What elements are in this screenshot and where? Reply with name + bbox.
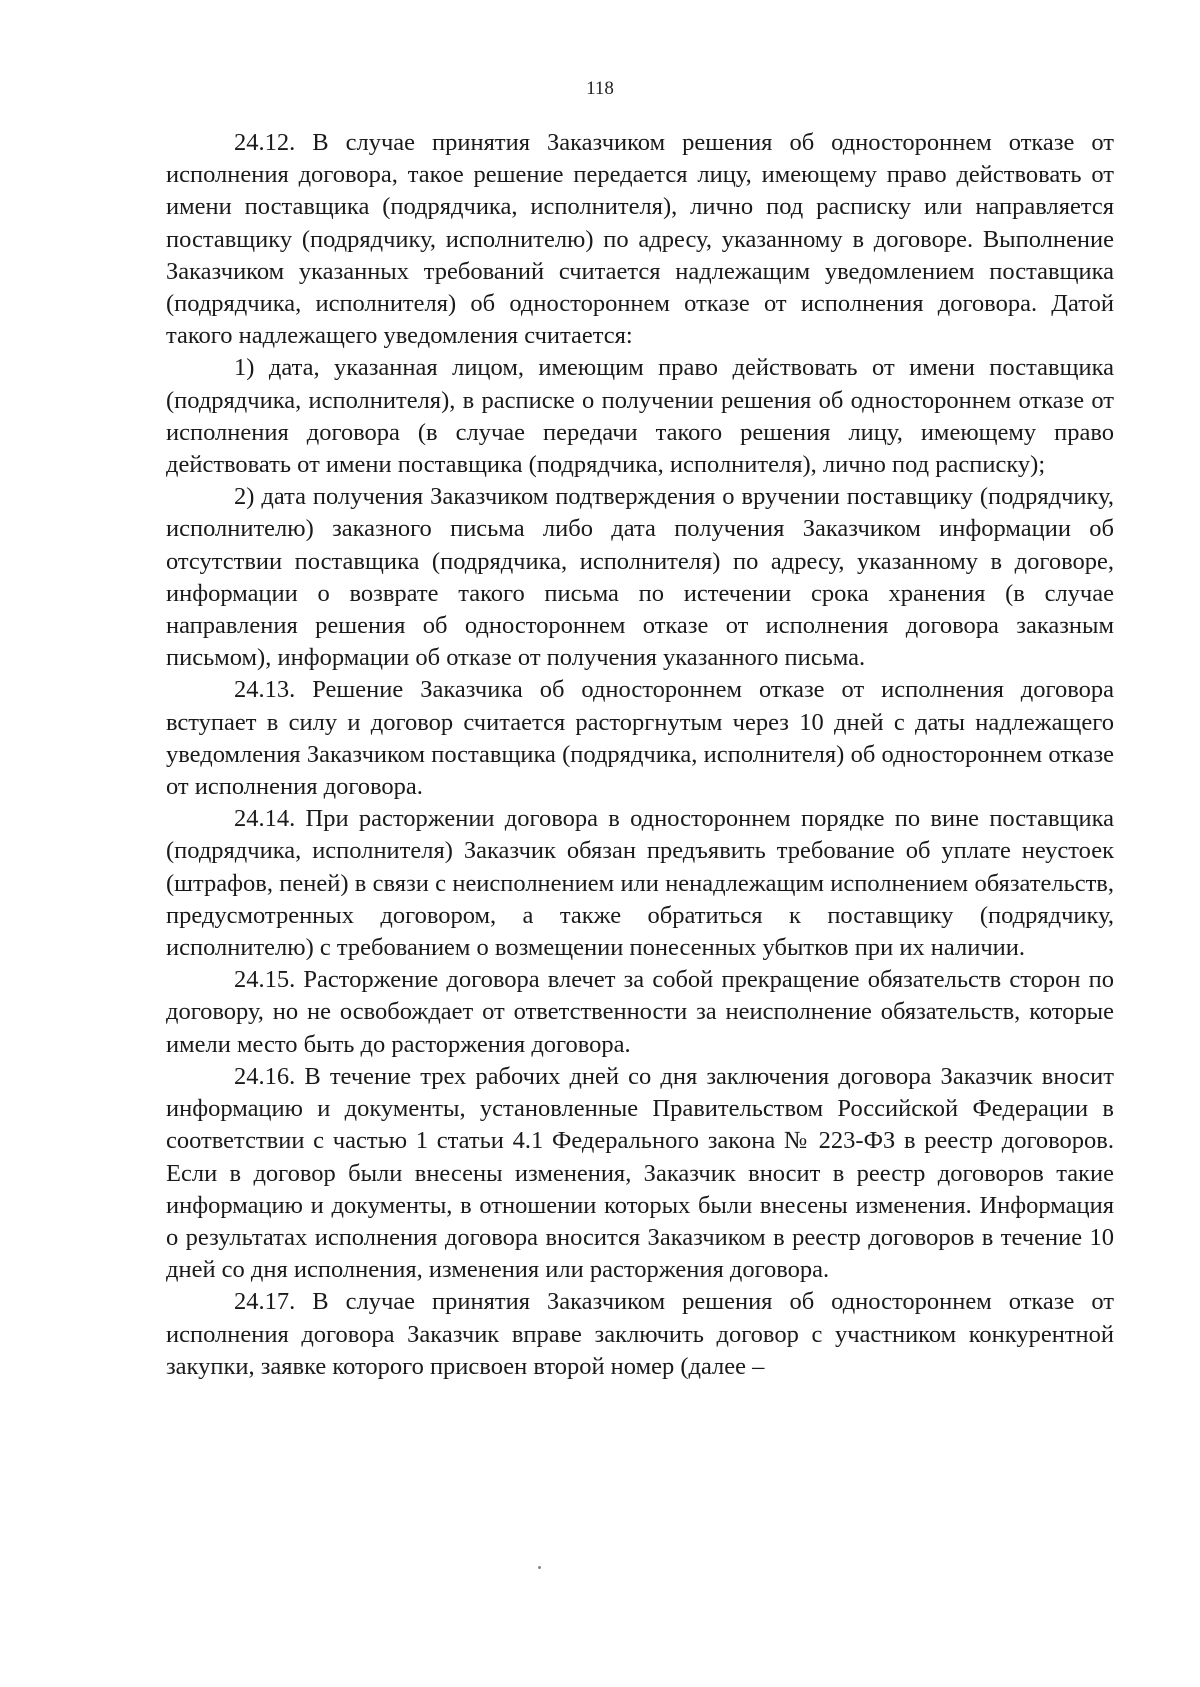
paragraph-24-12: 24.12. В случае принятия Заказчиком решения об одностороннем отказе от исполнения договора, такое решение передается лицу, имеющему право действовать от имени поставщика (подрядчика, исполнителя), лично под расписку или направляется поставщику (подрядчику, исполнителю) по адресу, указанному в договоре. Выполнение Заказчиком указанных требований считается надлежащим уведомлением поставщика (подрядчика, исполнителя) об одностороннем отказе от исполнения договора. Датой такого надлежащего уведомления считается: — [166, 129, 1114, 350]
paragraph-24-17: 24.17. В случае принятия Заказчиком решения об одностороннем отказе от исполнения договора Заказчик вправе заключить договор с участником конкурентной закупки, заявке которого присвоен второй номер (далее – — [166, 1288, 1114, 1380]
paragraph-24-15: 24.15. Расторжение договора влечет за собой прекращение обязательств сторон по договору, но не освобождает от ответственности за неисполнение обязательств, которые имели место быть до расторжения договора. — [166, 966, 1114, 1058]
paragraph-24-13: 24.13. Решение Заказчика об одностороннем отказе от исполнения договора вступает в силу и договор считается расторгнутым через 10 дней с даты надлежащего уведомления Заказчиком поставщика (подрядчика, исполнителя) об одностороннем отказе от исполнения договора. — [166, 676, 1114, 801]
paragraph-list-item-2: 2) дата получения Заказчиком подтверждения о вручении поставщику (подрядчику, исполнителю) заказного письма либо дата получения Заказчиком информации об отсутствии поставщика (подрядчика, исполнителя) по адресу, указанному в договоре, информации о возврате такого письма по истечении срока хранения (в случае направления решения об одностороннем отказе от исполнения договора заказным письмом), информации об отказе от получения указанного письма. — [166, 483, 1114, 672]
document-body — [166, 127, 1114, 1383]
paragraph-24-14: 24.14. При расторжении договора в одностороннем порядке по вине поставщика (подрядчика, исполнителя) Заказчик обязан предъявить требование об уплате неустоек (штрафов, пеней) в связи с неисполнением или ненадлежащим исполнением обязательств, предусмотренных договором, а также обратиться к поставщику (подрядчику, исполнителю) с требованием о возмещении понесенных убытков при их наличии. — [166, 805, 1114, 962]
page-number: 118 — [586, 78, 614, 99]
scan-artifact-dot — [538, 1566, 541, 1569]
paragraph-24-16: 24.16. В течение трех рабочих дней со дня заключения договора Заказчик вносит информацию и документы, установленные Правительством Российской Федерации в соответствии с частью 1 статьи 4.1 Федерального закона № 223-ФЗ в реестр договоров. Если в договор были внесены изменения, Заказчик вносит в реестр договоров такие информацию и документы, в отношении которых были внесены изменения. Информация о результатах исполнения договора вносится Заказчиком в реестр договоров в течение 10 дней со дня исполнения, изменения или расторжения договора. — [166, 1062, 1114, 1284]
paragraph-list-item-1: 1) дата, указанная лицом, имеющим право действовать от имени поставщика (подрядчика, исполнителя), в расписке о получении решения об одностороннем отказе от исполнения договора (в случае передачи такого решения лицу, имеющему право действовать от имени поставщика (подрядчика, исполнителя), лично под расписку); — [166, 354, 1114, 479]
